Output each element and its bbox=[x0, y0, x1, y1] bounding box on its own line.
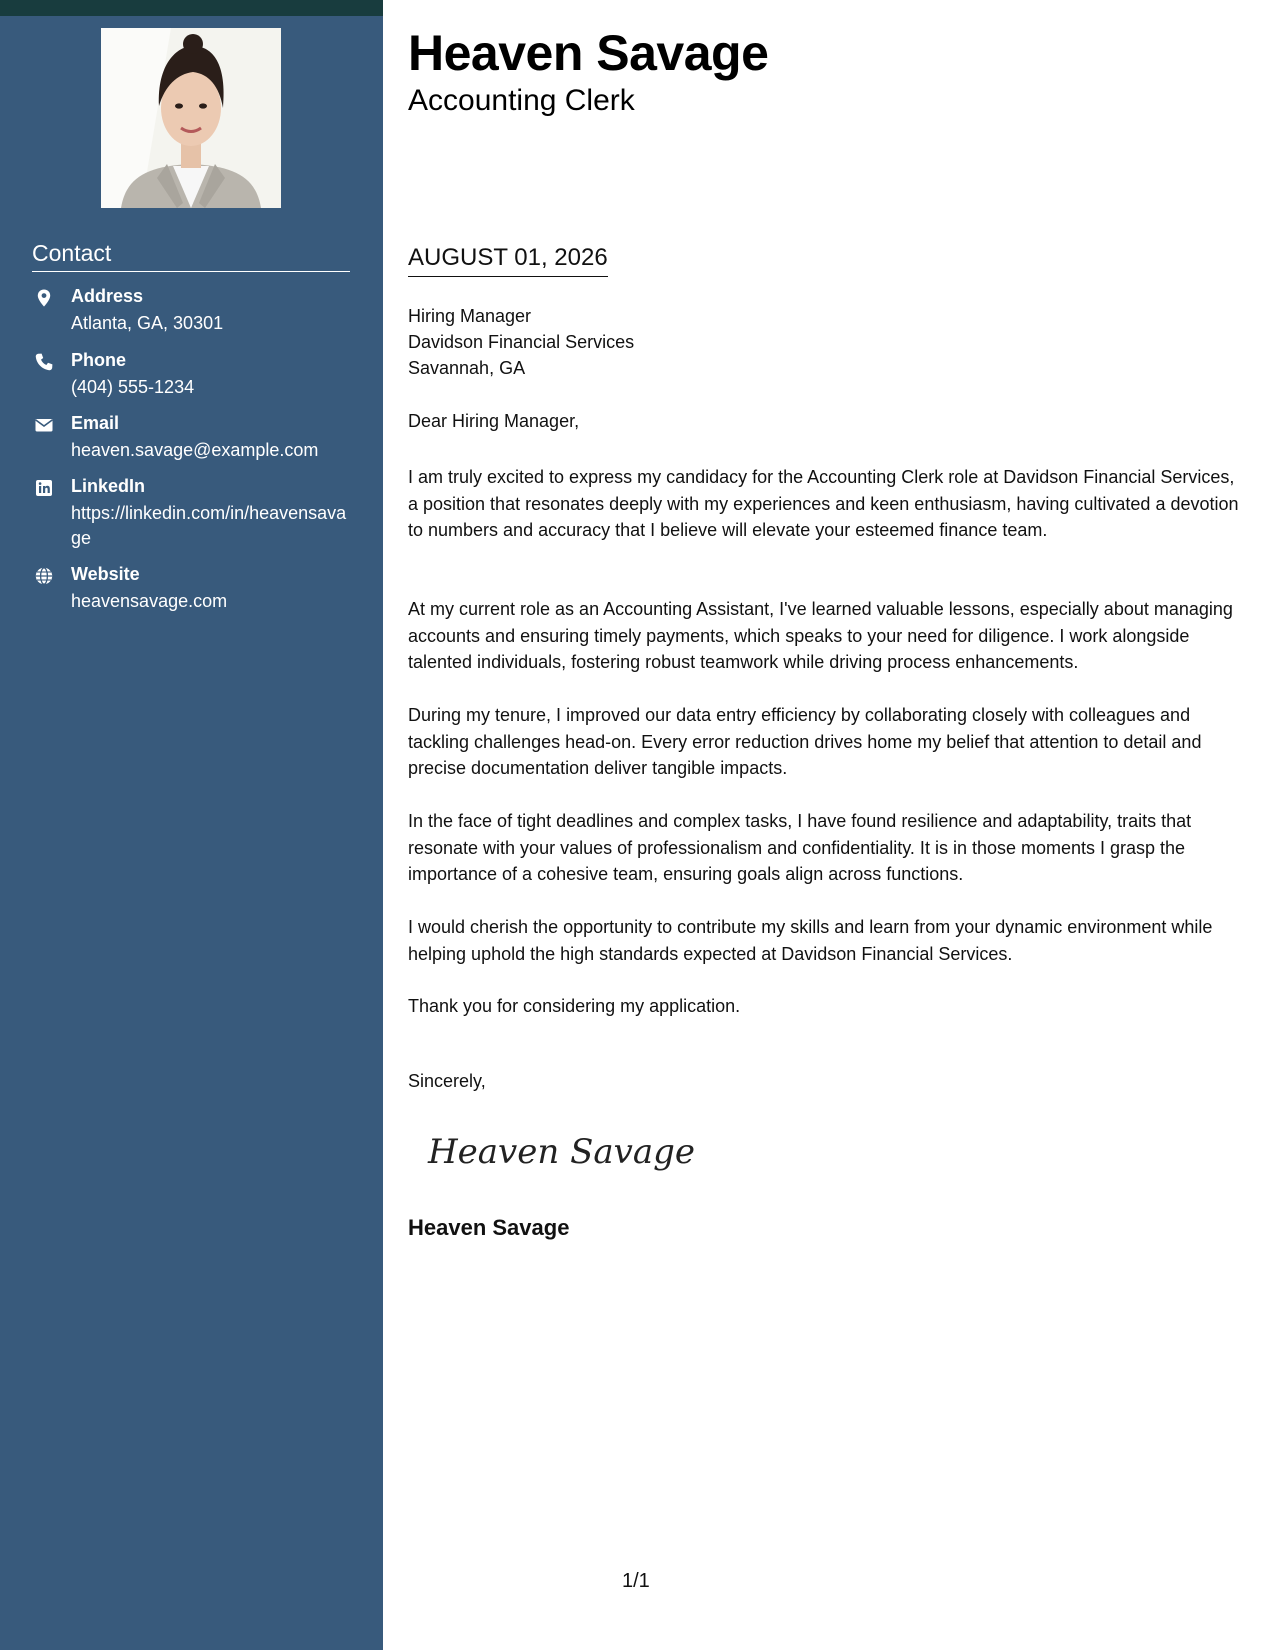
email-label: Email bbox=[71, 413, 120, 433]
page-number: 1/1 bbox=[622, 1570, 650, 1592]
recipient-line: Hiring Manager bbox=[408, 306, 532, 326]
signer-name: Heaven Savage bbox=[408, 1215, 570, 1240]
recipient-line: Davidson Financial Services bbox=[408, 332, 635, 352]
website-value[interactable]: heavensavage.com bbox=[71, 591, 228, 611]
contact-heading: Contact bbox=[32, 240, 350, 272]
recipient-block bbox=[408, 303, 634, 381]
linkedin-label: LinkedIn bbox=[71, 476, 146, 496]
letter-date: AUGUST 01, 2026 bbox=[408, 244, 608, 277]
phone-icon bbox=[34, 352, 54, 372]
applicant-name: Heaven Savage bbox=[408, 25, 769, 81]
sidebar bbox=[0, 0, 383, 1650]
envelope-icon bbox=[34, 415, 54, 435]
recipient-line: Savannah, GA bbox=[408, 358, 526, 378]
address-value: Atlanta, GA, 30301 bbox=[71, 313, 224, 333]
phone-value: (404) 555-1234 bbox=[71, 377, 195, 397]
salutation: Dear Hiring Manager, bbox=[408, 411, 580, 431]
map-pin-icon bbox=[34, 288, 54, 308]
paragraph: I would cherish the opportunity to contribute my skills and learn from your dynamic environment while helping uphold the high standards expected at Davidson Financial Services. bbox=[408, 917, 1213, 964]
applicant-role: Accounting Clerk bbox=[408, 84, 635, 117]
closing: Sincerely, bbox=[408, 1071, 486, 1091]
website-label: Website bbox=[71, 564, 140, 584]
paragraph: I am truly excited to express my candidacy for the Accounting Clerk role at Davidson Financial Services, a position that resonates deeply with my experiences and keen enthusiasm, having cultivated a devotion to numbers and accuracy that I believe will elevate your esteemed finance team. bbox=[408, 467, 1239, 540]
address-label: Address bbox=[71, 286, 144, 306]
paragraph: In the face of tight deadlines and complex tasks, I have found resilience and adaptability, traits that resonate with your values of professionalism and confidentiality. It is in those moments I grasp the importance of a cohesive team, ensuring goals align across functions. bbox=[408, 811, 1192, 884]
paragraph: Thank you for considering my application. bbox=[408, 996, 741, 1016]
signature-text: Heaven Savage bbox=[428, 1132, 696, 1172]
linkedin-icon bbox=[34, 478, 54, 498]
sidebar-top-bar bbox=[0, 0, 383, 16]
paragraph: At my current role as an Accounting Assistant, I've learned valuable lessons, especially about managing accounts and ensuring timely payments, which speaks to your need for diligence. I work alongside talented individuals, fostering robust teamwork while driving process enhancements. bbox=[408, 599, 1233, 672]
globe-icon bbox=[34, 566, 54, 586]
phone-label: Phone bbox=[71, 350, 127, 370]
signature-image bbox=[424, 1125, 696, 1175]
avatar bbox=[101, 28, 281, 208]
email-value[interactable]: heaven.savage@example.com bbox=[71, 440, 319, 460]
paragraph: During my tenure, I improved our data entry efficiency by collaborating closely with colleagues and tackling challenges head-on. Every error reduction drives home my belief that attention to detail and precise documentation deliver tangible impacts. bbox=[408, 705, 1202, 778]
linkedin-value[interactable]: https://linkedin.com/in/heavensavage bbox=[71, 503, 347, 548]
